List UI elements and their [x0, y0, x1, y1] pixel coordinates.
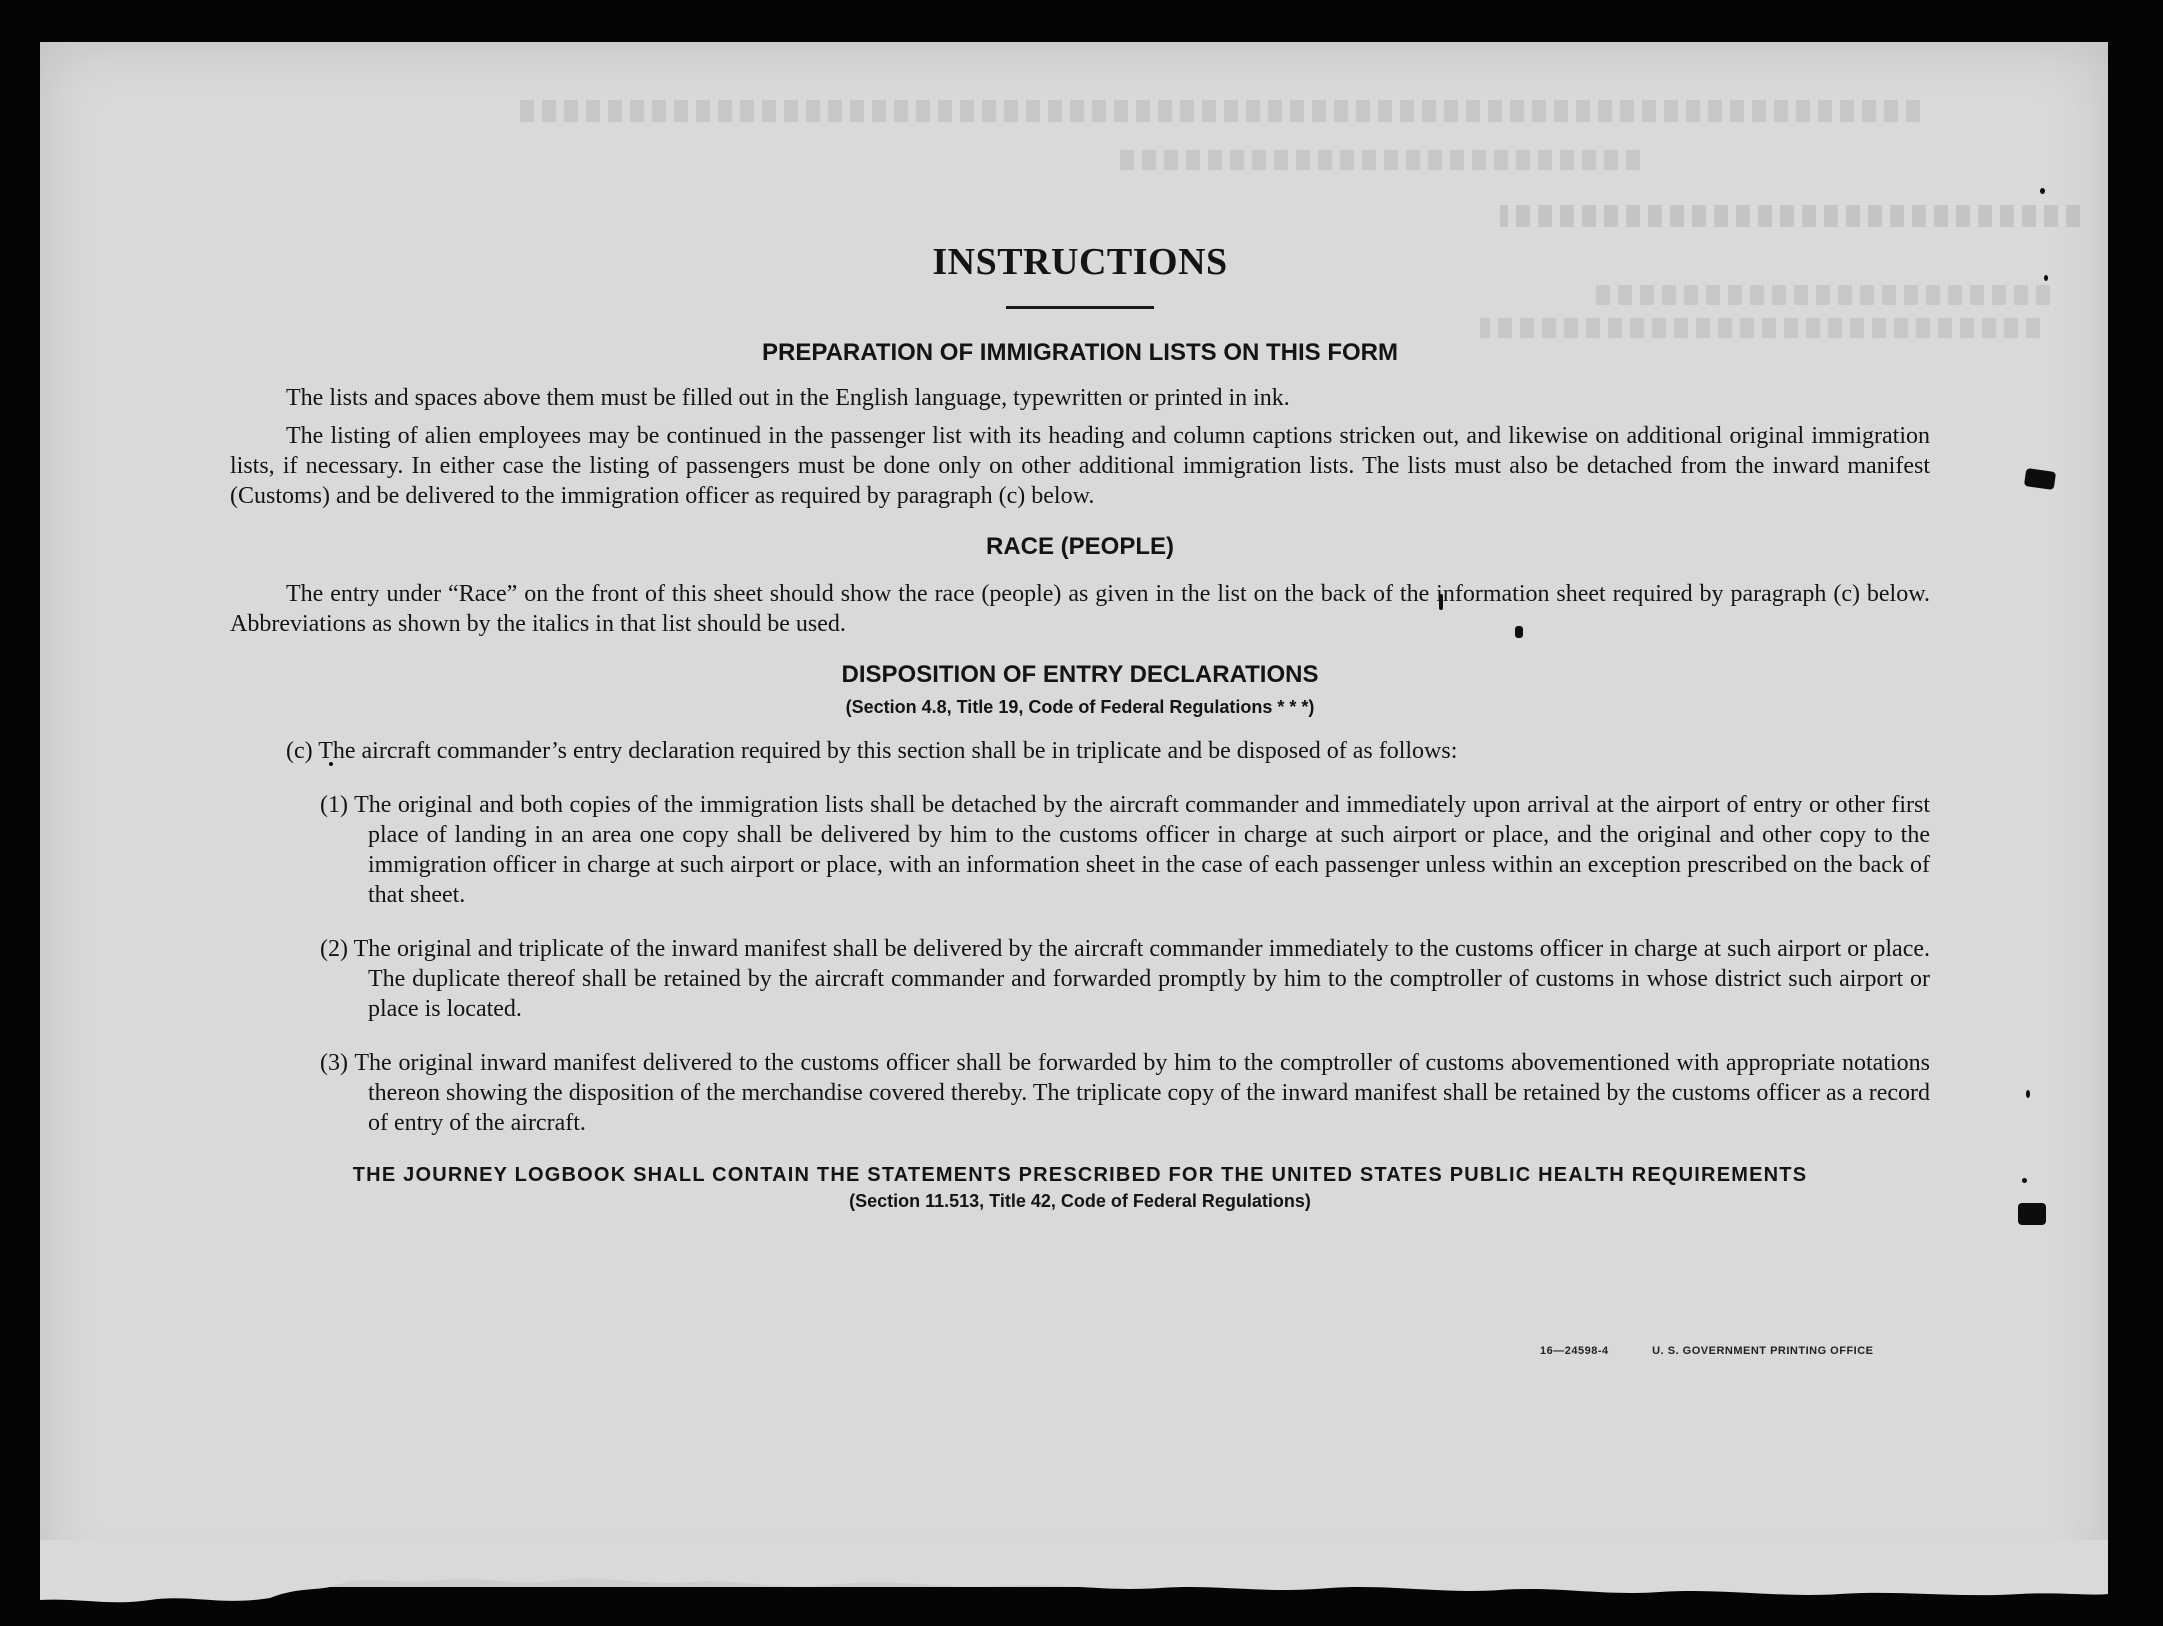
page-title: INSTRUCTIONS: [932, 241, 1228, 283]
speck: [2040, 188, 2045, 194]
bleed-through-line: [1120, 150, 1640, 170]
disposition-citation: (Section 4.8, Title 19, Code of Federal Regulations * * *): [845, 697, 1315, 717]
public-health-citation: (Section 11.513, Title 42, Code of Federal Regulations): [849, 1191, 1311, 1211]
punch-mark: [2018, 1203, 2046, 1225]
disposition-list: [230, 790, 1930, 1138]
torn-bottom-edge: [40, 1540, 2108, 1626]
disposition-heading: DISPOSITION OF ENTRY DECLARATIONS: [841, 661, 1319, 688]
preparation-paragraph-1: The lists and spaces above them must be filled out in the English language, typewritten or printed in ink.: [286, 385, 1290, 411]
race-heading: RACE (PEOPLE): [985, 533, 1174, 560]
preparation-heading: PREPARATION OF IMMIGRATION LISTS ON THIS FORM: [762, 339, 1398, 366]
list-item: (1) The original and both copies of the immigration lists shall be detached by the aircraft commander and immediately upon arrival at the airport of entry or other first place of landing in an area one copy shall be delivered by him to the customs officer in charge at such airport or place, and the original and other copy to the immigration officer in charge at such airport or place, with an information sheet in the case of each passenger unless within an exception prescribed on the back of that sheet.: [320, 792, 1930, 908]
speck: [2044, 275, 2048, 281]
disposition-lead: (c) The aircraft commander’s entry declaration required by this section shall be in triplicate and be disposed of as follows:: [286, 738, 1458, 764]
title-underline: [1006, 306, 1154, 309]
preparation-paragraph-2: The listing of alien employees may be continued in the passenger list with its heading and column captions stricken out, and likewise on additional original immigration lists, if necessary. In either case the listing of passengers must be done only on other additional immigration lists. The lists must also be detached from the inward manifest (Customs) and be delivered to the immigration officer as required by paragraph (c) below.: [230, 423, 1930, 509]
printing-office: U. S. GOVERNMENT PRINTING OFFICE: [1652, 1345, 1874, 1357]
race-paragraph: The entry under “Race” on the front of this sheet should show the race (people) as given in the list on the back of the information sheet required by paragraph (c) below. Abbreviations as shown by the italics in that list should be used.: [230, 581, 1930, 637]
public-health-statement: THE JOURNEY LOGBOOK SHALL CONTAIN THE STATEMENTS PRESCRIBED FOR THE UNITED STATES PUBLIC HEALTH REQUIREMENTS: [352, 1164, 1808, 1186]
speck: [2026, 1090, 2030, 1098]
speck: [2022, 1178, 2027, 1183]
bleed-through-line: [1500, 205, 2080, 227]
form-number: 16—24598-4: [1540, 1345, 1609, 1357]
list-item: (3) The original inward manifest delivered to the customs officer shall be forwarded by him to the comptroller of customs abovementioned with appropriate notations thereon showing the disposition of the merchandise covered thereby. The triplicate copy of the inward manifest shall be retained by the customs officer as a record of entry of the aircraft.: [320, 1050, 1930, 1136]
bleed-through-line: [520, 100, 1920, 122]
printer-imprint: [1540, 1345, 1874, 1357]
instructions-content: [230, 240, 1930, 1212]
list-item: (2) The original and triplicate of the inward manifest shall be delivered by the aircraft commander immediately to the customs officer in charge at such airport or place. The duplicate thereof shall be retained by the aircraft commander and forwarded promptly by him to the comptroller of customs in whose district such airport or place is located.: [320, 936, 1930, 1022]
